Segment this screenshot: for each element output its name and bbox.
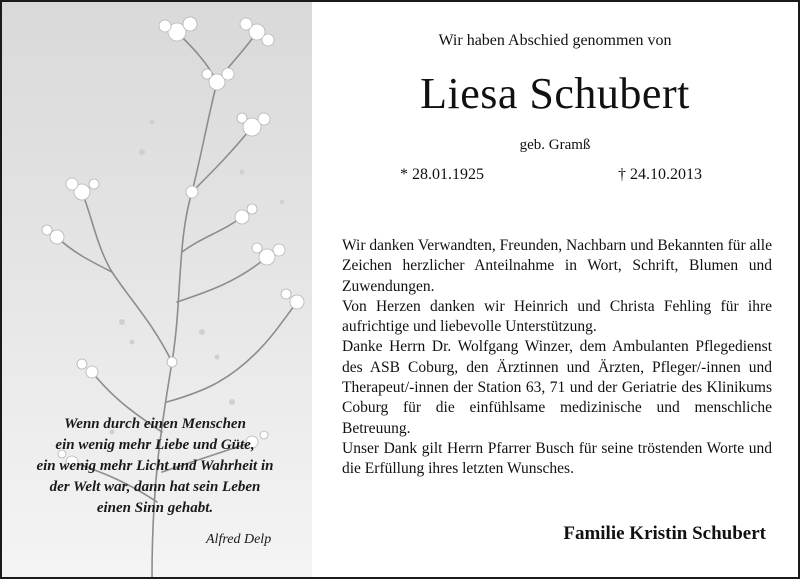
flower-photo-panel [2,2,312,577]
quote-line: ein wenig mehr Liebe und Güte, [55,437,255,453]
thanks-paragraph: Von Herzen danken wir Heinrich und Christa Fehling für ihre aufrichtige und liebevolle Unterstützung. [342,297,772,336]
quote-author: Alfred Delp [206,532,272,547]
intro-line: Wir haben Abschied genommen von [438,32,672,49]
obituary-text-panel [312,2,798,577]
thanks-paragraph: Danke Herrn Dr. Wolfgang Winzer, dem Ambulanten Pflegedienst des ASB Coburg, den Ärztinnen und Ärzten, Pfleger/-innen und Therapeut/-innen der Station 63, 71 und der Geriatrie des Klinikums Coburg für die einfühlsame medizinische und menschliche Betreuung. [342,338,772,437]
death-date: † 24.10.2013 [618,166,702,183]
thanks-paragraph: Wir danken Verwandten, Freunden, Nachbarn und Bekannten für alle Zeichen herzlicher Anteilnahme in Wort, Schrift, Blumen und Zuwendungen. [342,237,772,295]
quote-line: Wenn durch einen Menschen [64,416,246,432]
thanks-paragraph: Unser Dank gilt Herrn Pfarrer Busch für seine tröstenden Worte und die Erfüllung ihres letzten Wunsches. [342,439,772,478]
family-signature: Familie Kristin Schubert [563,523,766,544]
quote-line: ein wenig mehr Licht und Wahrheit in [36,458,274,474]
thanks-text [342,236,772,480]
quote-line: der Welt war, dann hat sein Leben [49,479,261,495]
quote-line: einen Sinn gehabt. [96,500,214,516]
memorial-quote [10,414,300,519]
deceased-name: Liesa Schubert [420,69,690,118]
obituary-notice [2,2,798,577]
maiden-name: geb. Gramß [519,137,591,153]
birth-date: * 28.01.1925 [400,166,484,183]
